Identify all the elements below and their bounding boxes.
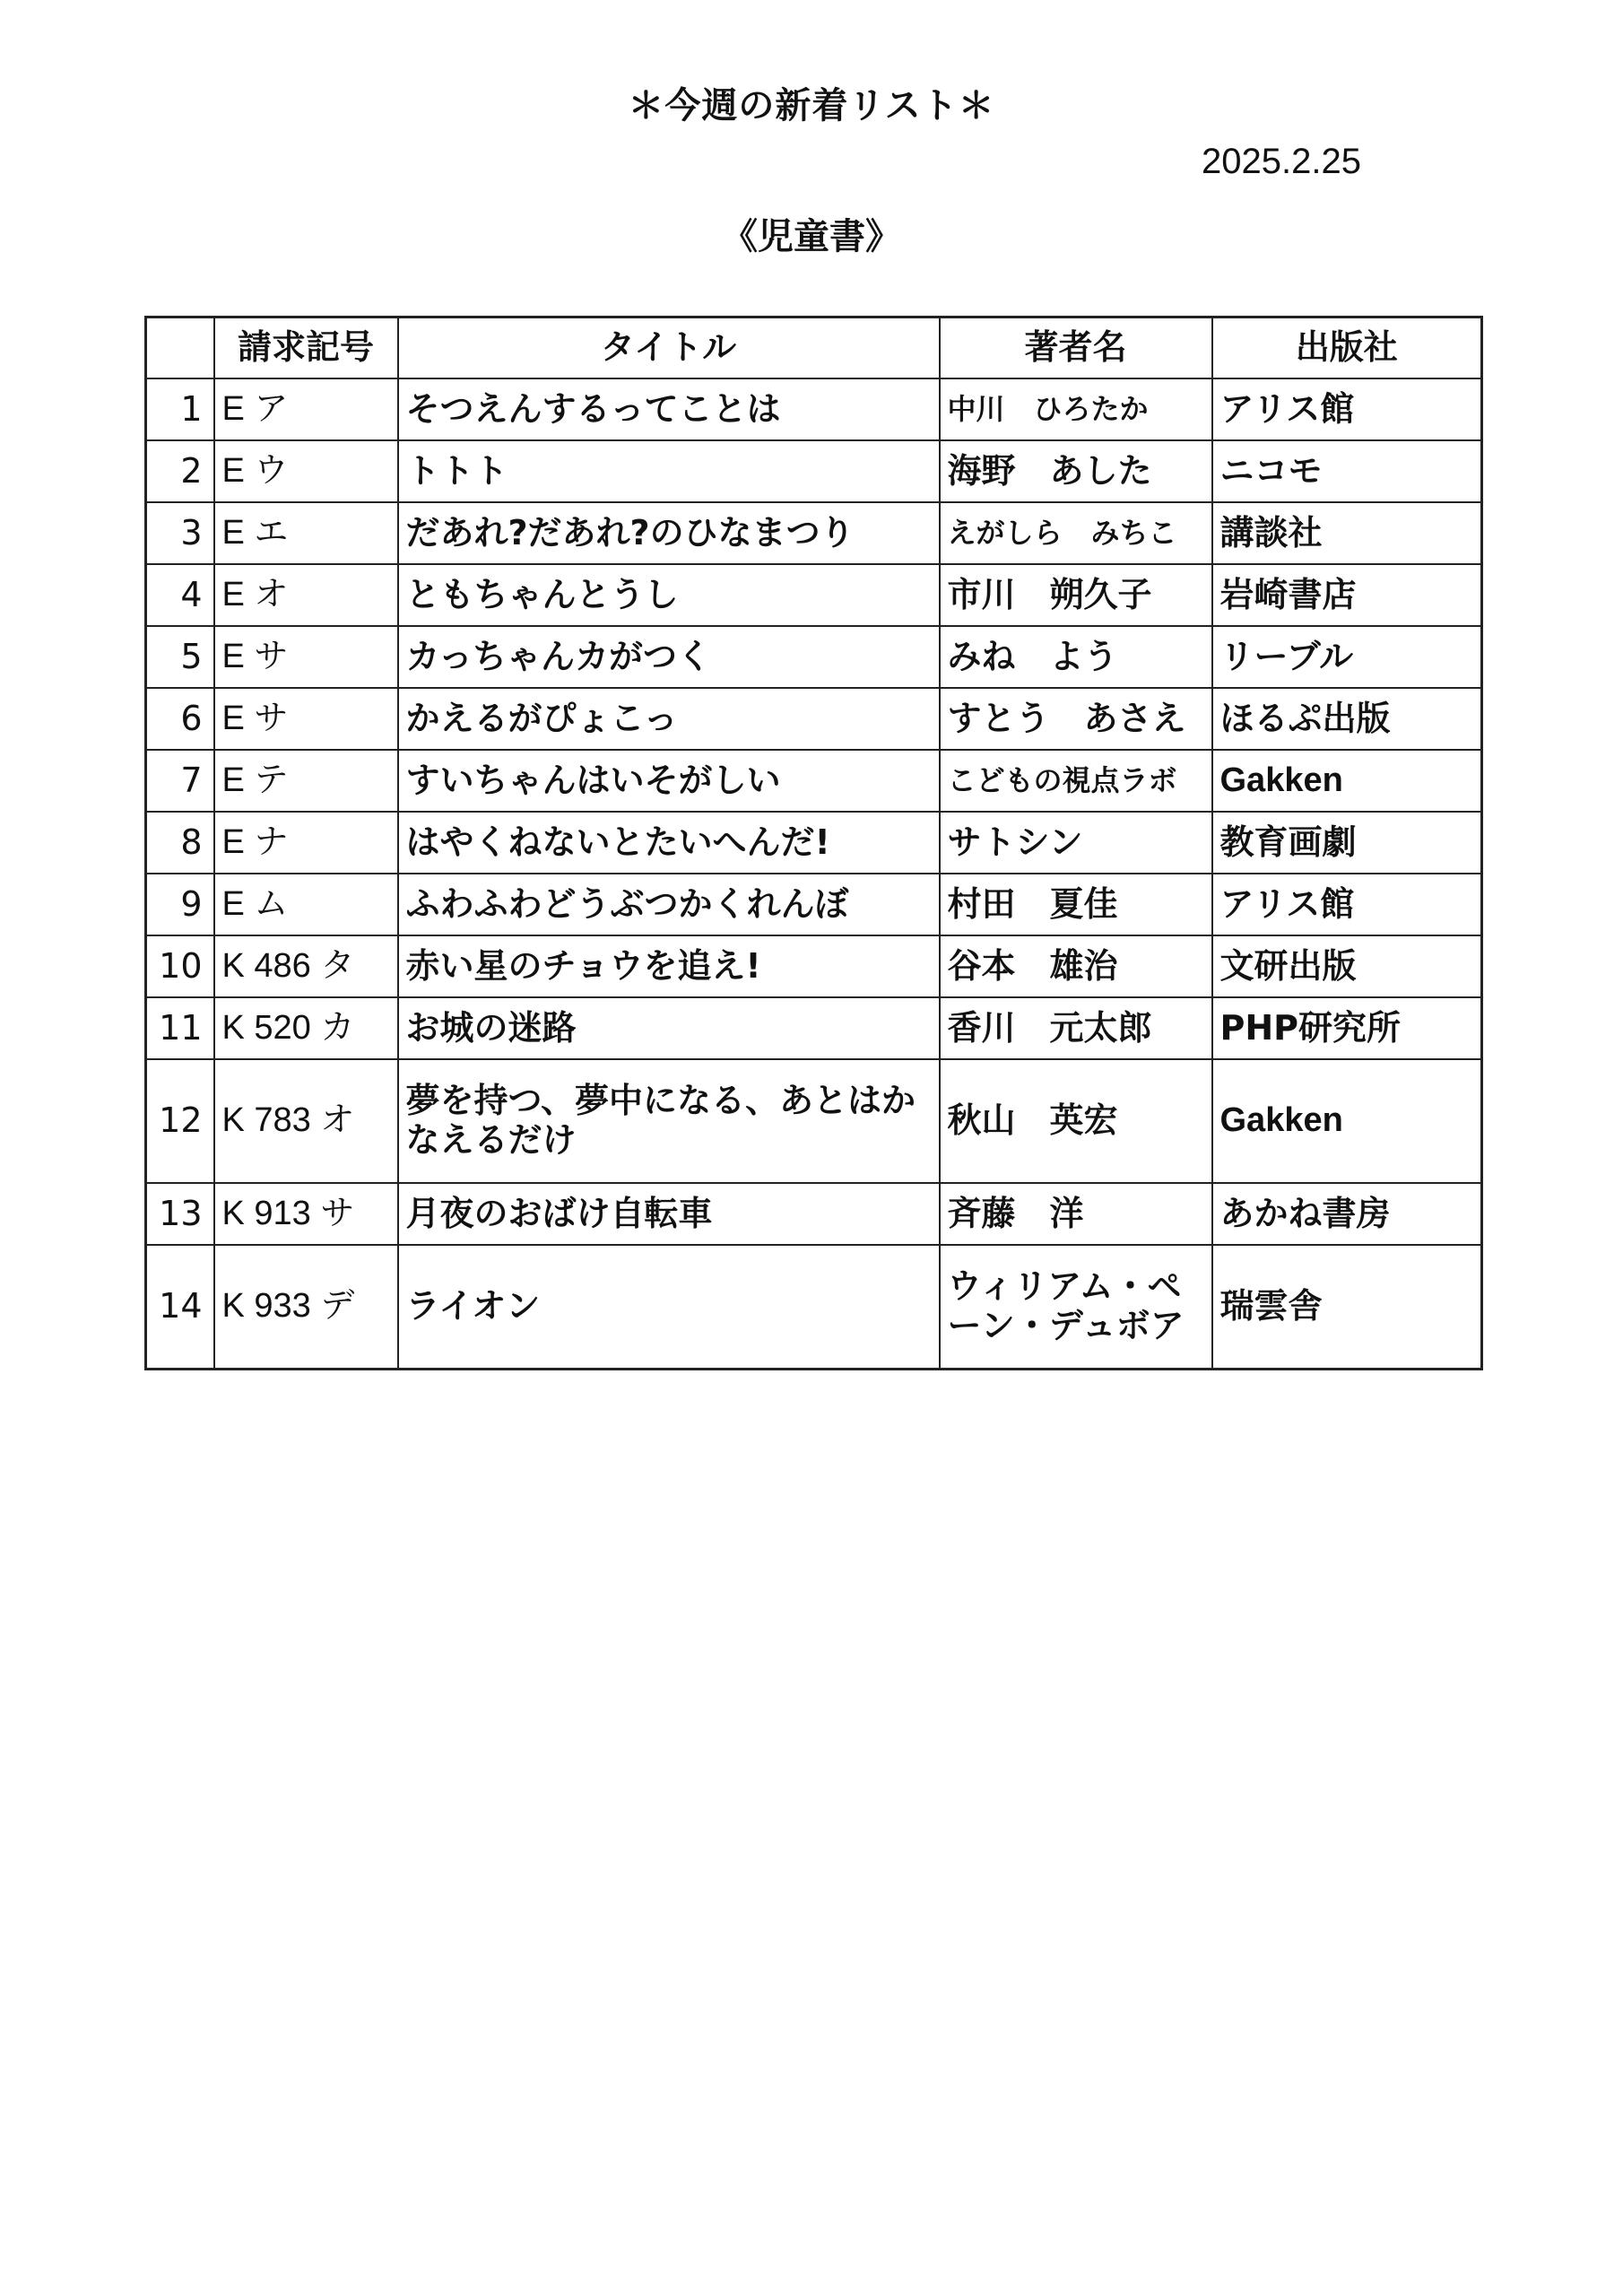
book-title: 赤い星のチョウを追え! [398, 935, 940, 997]
section-heading: 《児童書》 [722, 216, 901, 257]
call-number: K 520 カ [214, 997, 398, 1059]
author-name: 村田 夏佳 [940, 874, 1212, 935]
row-number: 1 [146, 378, 214, 440]
table-row [146, 874, 1482, 935]
call-number: E ア [214, 378, 398, 440]
page-title: ＊今週の新着リスト＊ [628, 85, 995, 126]
call-number: E サ [214, 688, 398, 750]
book-title: はやくねないとたいへんだ! [398, 812, 940, 874]
row-number: 13 [146, 1183, 214, 1245]
publisher-name: あかね書房 [1212, 1183, 1482, 1245]
author-name: ウィリアム・ペーン・デュボア [940, 1245, 1212, 1370]
author-name: みね よう [940, 626, 1212, 688]
call-number: E ナ [214, 812, 398, 874]
table-row [146, 750, 1482, 812]
table-row [146, 378, 1482, 440]
author-name: 海野 あした [940, 440, 1212, 502]
book-title: ふわふわどうぶつかくれんぼ [398, 874, 940, 935]
row-number: 6 [146, 688, 214, 750]
book-title: カっちゃんカがつく [398, 626, 940, 688]
list-date: 2025.2.25 [1202, 142, 1361, 181]
table-row [146, 564, 1482, 626]
author-name: 市川 朔久子 [940, 564, 1212, 626]
row-number: 10 [146, 935, 214, 997]
row-number: 3 [146, 502, 214, 564]
row-number: 5 [146, 626, 214, 688]
table-header-row [146, 317, 1482, 379]
table-row [146, 812, 1482, 874]
call-number: E オ [214, 564, 398, 626]
publisher-name: ニコモ [1212, 440, 1482, 502]
call-number: E テ [214, 750, 398, 812]
author-name: サトシン [940, 812, 1212, 874]
column-header-call-number: 請求記号 [214, 317, 398, 379]
call-number: E ム [214, 874, 398, 935]
author-name: 谷本 雄治 [940, 935, 1212, 997]
publisher-name: ほるぷ出版 [1212, 688, 1482, 750]
author-name: 香川 元太郎 [940, 997, 1212, 1059]
column-header-title: タイトル [398, 317, 940, 379]
book-title: ライオン [398, 1245, 940, 1370]
new-arrivals-table [144, 316, 1483, 1370]
author-name: 秋山 英宏 [940, 1059, 1212, 1183]
call-number: K 783 オ [214, 1059, 398, 1183]
publisher-name: Gakken [1212, 750, 1482, 812]
call-number: E サ [214, 626, 398, 688]
publisher-name: リーブル [1212, 626, 1482, 688]
book-title: そつえんするってことは [398, 378, 940, 440]
author-name: 中川 ひろたか [940, 378, 1212, 440]
book-title: すいちゃんはいそがしい [398, 750, 940, 812]
call-number: E エ [214, 502, 398, 564]
book-title: だあれ?だあれ?のひなまつり [398, 502, 940, 564]
book-title: 夢を持つ、夢中になる、あとはかなえるだけ [398, 1059, 940, 1183]
publisher-name: アリス館 [1212, 378, 1482, 440]
table-row [146, 997, 1482, 1059]
publisher-name: PHP研究所 [1212, 997, 1482, 1059]
row-number: 11 [146, 997, 214, 1059]
table-row [146, 502, 1482, 564]
publisher-name: 教育画劇 [1212, 812, 1482, 874]
row-number: 12 [146, 1059, 214, 1183]
book-title: ともちゃんとうし [398, 564, 940, 626]
table-row [146, 1245, 1482, 1370]
table-row [146, 688, 1482, 750]
publisher-name: Gakken [1212, 1059, 1482, 1183]
row-number: 2 [146, 440, 214, 502]
row-number: 8 [146, 812, 214, 874]
table-row [146, 440, 1482, 502]
publisher-name: 岩崎書店 [1212, 564, 1482, 626]
author-name: すとう あさえ [940, 688, 1212, 750]
call-number: K 486 タ [214, 935, 398, 997]
column-header-number [146, 317, 214, 379]
row-number: 9 [146, 874, 214, 935]
row-number: 7 [146, 750, 214, 812]
publisher-name: 講談社 [1212, 502, 1482, 564]
publisher-name: 文研出版 [1212, 935, 1482, 997]
table-row [146, 1183, 1482, 1245]
author-name: えがしら みちこ [940, 502, 1212, 564]
table-row [146, 626, 1482, 688]
publisher-name: アリス館 [1212, 874, 1482, 935]
author-name: 斉藤 洋 [940, 1183, 1212, 1245]
column-header-publisher: 出版社 [1212, 317, 1482, 379]
book-title: 月夜のおばけ自転車 [398, 1183, 940, 1245]
author-name: こどもの視点ラボ [940, 750, 1212, 812]
table-row [146, 935, 1482, 997]
call-number: E ウ [214, 440, 398, 502]
row-number: 4 [146, 564, 214, 626]
call-number: K 913 サ [214, 1183, 398, 1245]
call-number: K 933 デ [214, 1245, 398, 1370]
table-row [146, 1059, 1482, 1183]
publisher-name: 瑞雲舎 [1212, 1245, 1482, 1370]
row-number: 14 [146, 1245, 214, 1370]
book-title: お城の迷路 [398, 997, 940, 1059]
book-title: かえるがぴょこっ [398, 688, 940, 750]
book-title: トトト [398, 440, 940, 502]
column-header-author: 著者名 [940, 317, 1212, 379]
